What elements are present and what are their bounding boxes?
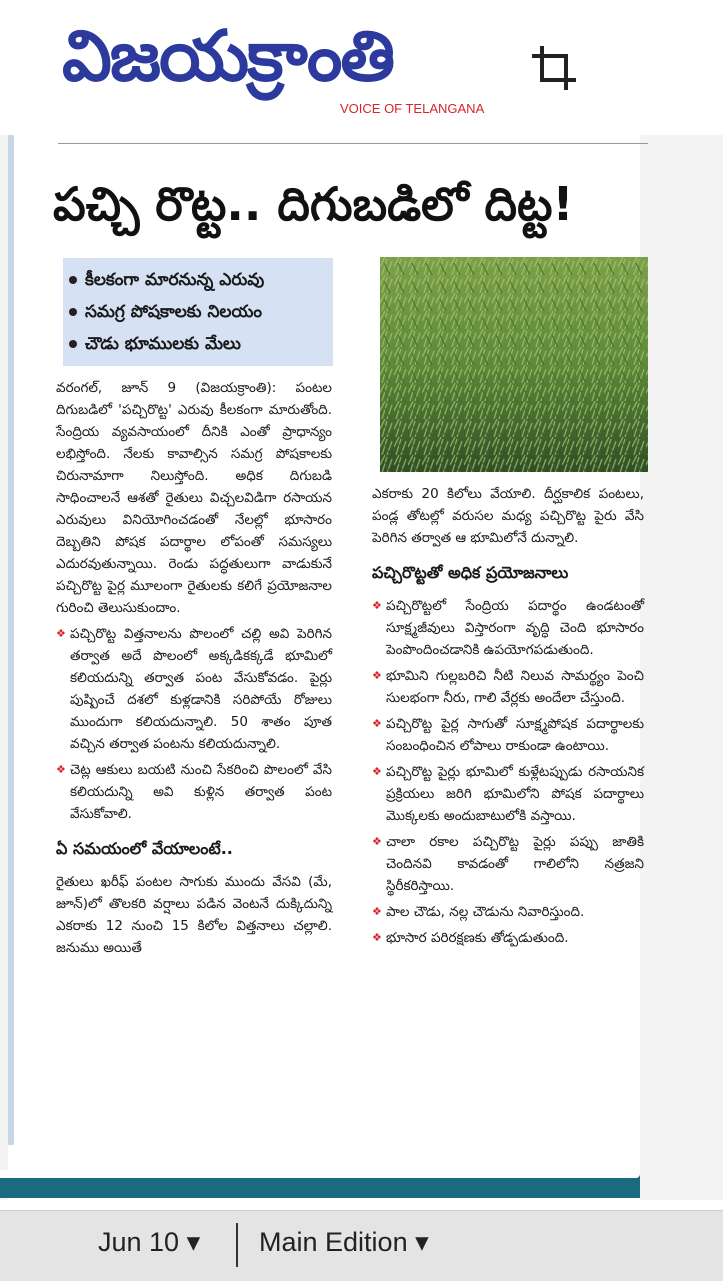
article-bullet: ❖ చెట్ల ఆకులు బయటి నుంచి సేకరించి పొలంలో వేసి కలియదున్ని అవి కుళ్లిన తర్వాత పంట వేసుకోవాలి. <box>56 759 332 825</box>
article-bullet: ❖ పచ్చిరొట్టలో సేంద్రియ పదార్థం ఉండటంతో సూక్ష్మజీవులు విస్తారంగా వృద్ధి చెంది భూసారం పెంపొందించడానికి ఉపయోగపడుతుంది. <box>372 595 644 661</box>
article-paragraph: ఎకరాకు 20 కిలోలు వేయాలి. దీర్ఘకాలిక పంటలు, పండ్ల తోటల్లో వరుసల మధ్య పచ్చిరొట్ట పైరు వేసి పెరిగిన తర్వాత ఆ భూమిలోనే దున్నాలి. <box>372 486 644 546</box>
newspaper-logo: విజయక్రాంతి <box>62 15 394 97</box>
highlight-item: కీలకంగా మారనున్న ఎరువు <box>69 264 327 296</box>
highlights-box <box>63 258 333 366</box>
article-bullet: ❖ పచ్చిరొట్ట పైర్లు భూమిలో కుళ్లేటప్పుడు రసాయనిక ప్రక్రియలు జరిగి భూమిలోని పోషక పదార్థాలు మొక్కలకు అందుబాటులోకి వస్తాయి. <box>372 761 644 827</box>
bullet-icon <box>69 340 77 348</box>
crop-icon[interactable] <box>528 42 580 94</box>
bullet-icon <box>69 308 77 316</box>
toolbar-divider <box>236 1223 238 1267</box>
masthead <box>0 0 723 135</box>
article-clipping <box>8 135 644 1200</box>
highlight-item: సమగ్ర పోషకాలకు నిలయం <box>69 296 327 328</box>
highlight-item: చౌడు భూములకు మేలు <box>69 328 327 360</box>
article-bullet: ❖ పాల చౌడు, నల్ల చౌడును నివారిస్తుంది. <box>372 901 644 923</box>
article-headline: పచ్చి రొట్ట.. దిగుబడిలో దిట్ట! <box>53 177 574 231</box>
left-column <box>56 377 332 963</box>
edition-toolbar <box>0 1210 723 1281</box>
bullet-icon <box>69 276 77 284</box>
crop-field-photo <box>380 257 648 472</box>
article-bullet: ❖ భూసార పరిరక్షణకు తోడ్పడుతుంది. <box>372 927 644 949</box>
article-bullet: ❖ పచ్చిరొట్ట పైర్ల సాగుతో సూక్ష్మపోషక పదార్థాలకు సంబంధించిన లోపాలు రాకుండా ఉంటాయి. <box>372 713 644 757</box>
date-selector[interactable]: Jun 10 ▾ <box>98 1227 201 1257</box>
edition-selector[interactable]: Main Edition ▾ <box>259 1227 429 1257</box>
article-paragraph: రైతులు ఖరీఫ్ పంటల సాగుకు ముందు వేసవి (మే, జూన్)లో తొలకరి వర్షాలు పడిన వెంటనే దుక్కిదున్ని ఎకరాకు 12 నుంచి 15 కిలోల విత్తనాలు చల్లాలి. జనుము అయితే <box>56 874 332 956</box>
epaper-page[interactable] <box>0 135 723 1200</box>
right-column <box>372 483 644 953</box>
article-bullet: ❖ భూమిని గుల్లబరిచి నీటి నిలువ సామర్థ్యం పెంచి సులభంగా నీరు, గాలి వేర్లకు అందేలా చేస్తుంది. <box>372 665 644 709</box>
section-subhead: ఏ సమయంలో వేయాలంటే.. <box>56 839 233 858</box>
article-bullet: ❖ పచ్చిరొట్ట విత్తనాలను పొలంలో చల్లి అవి పెరిగిన తర్వాత అదే పొలంలో అక్కడికక్కడే భూమిలో కలియదున్ని తర్వాత పంట వేసుకోవడం. పైర్లు పుష్పించే దశలో కుళ్లడానికి సరిపోయే రోజులు ముందుగా కలియదున్నాలి. 50 శాతం పూత వచ్చిన తర్వాత పంటను కలియదున్నాలి. <box>56 623 332 755</box>
newspaper-tagline: VOICE OF TELANGANA <box>340 101 485 116</box>
divider <box>58 143 648 144</box>
next-page-edge <box>0 1170 640 1198</box>
article-paragraph: వరంగల్, జూన్ 9 (విజయక్రాంతి): పంటల దిగుబడిలో 'పచ్చిరొట్ట' ఎరువు కీలకంగా మారుతోంది. సేంద్రియ వ్యవసాయంలో దీనికి ఎంతో ప్రాధాన్యం లభిస్తోంది. నేలకు కావాల్సిన సమగ్ర పోషకాలకు చిరునామాగా నిలుస్తోంది. అధిక దిగుబడి సాధించాలనే ఆశతో రైతులు విచ్చలవిడిగా రసాయన ఎరువులు వినియోగించడంతో నేలల్లో భూసారం దెబ్బతిని పోషక పదార్థాల లోపంతో సమస్యలు ఎదురవుతున్నాయి. రెండు పద్ధతులుగా వాడుకునే పచ్చిరొట్ట పైర్ల మూలంగా రైతులకు కలిగే ప్రయోజనాల గురించి తెలుసుకుందాం. <box>56 380 332 616</box>
page-edge <box>8 135 14 1145</box>
article-bullet: ❖ చాలా రకాల పచ్చిరొట్ట పైర్లు పప్పు జాతికి చెందినవి కావడంతో గాలిలోని నత్రజని స్థిరీకరిస్తాయి. <box>372 831 644 897</box>
section-subhead: పచ్చిరొట్టతో అధిక ప్రయోజనాలు <box>372 563 569 582</box>
